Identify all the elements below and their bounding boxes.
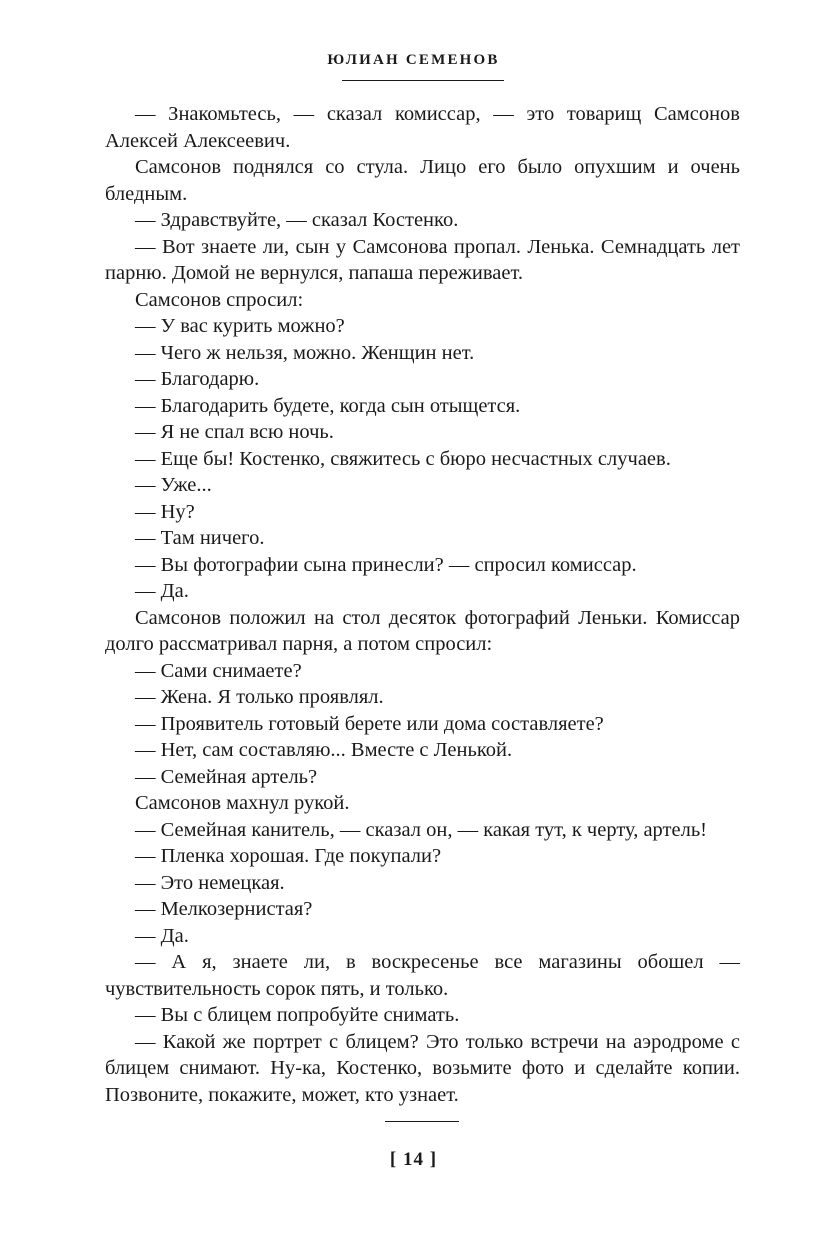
- header-rule: [342, 80, 504, 81]
- running-head-author: ЮЛИАН СЕМЕНОВ: [327, 52, 500, 68]
- paragraph: — Знакомьтесь, — сказал комиссар, — это товарищ Самсонов Алексей Алексеевич.: [105, 103, 740, 152]
- page-number: [ 14 ]: [389, 1149, 438, 1170]
- paragraph: Самсонов положил на стол десяток фотографий Леньки. Комиссар долго рассматривал парня, а потом спросил:: [105, 606, 740, 655]
- paragraph: — Я не спал всю ночь.: [135, 421, 334, 443]
- paragraph: — Там ничего.: [135, 527, 265, 549]
- paragraph: — Да.: [135, 580, 189, 602]
- paragraph: Самсонов махнул рукой.: [135, 792, 350, 814]
- paragraph: — Уже...: [135, 474, 212, 496]
- paragraph: — Семейная канитель, — сказал он, — какая тут, к черту, артель!: [135, 818, 707, 841]
- paragraph: — Еще бы! Костенко, свяжитесь с бюро несчастных случаев.: [135, 447, 671, 470]
- paragraph: — Какой же портрет с блицем? Это только встречи на аэродроме с блицем снимают. Ну-ка, Костенко, возьмите фото и сделайте копии. Позвоните, покажите, может, кто узнает.: [105, 1030, 740, 1106]
- paragraph: — Благодарить будете, когда сын отыщется.: [135, 394, 521, 417]
- paragraph: — Ну?: [135, 500, 195, 523]
- paragraph: — Это немецкая.: [135, 871, 285, 894]
- body-text: [105, 101, 740, 1108]
- paragraph: — Проявитель готовый берете или дома составляете?: [135, 712, 604, 735]
- paragraph: — Чего ж нельзя, можно. Женщин нет.: [135, 341, 475, 364]
- paragraph: — Мелкозернистая?: [135, 898, 313, 920]
- paragraph: — Вот знаете ли, сын у Самсонова пропал. Ленька. Семнадцать лет парню. Домой не вернулся, папаша переживает.: [105, 235, 740, 284]
- footer-rule: [385, 1121, 459, 1122]
- paragraph: — Пленка хорошая. Где покупали?: [135, 845, 442, 867]
- paragraph: — Нет, сам составляю... Вместе с Ленькой.: [135, 739, 513, 761]
- paragraph: — У вас курить можно?: [135, 315, 345, 337]
- paragraph: Самсонов поднялся со стула. Лицо его было опухшим и очень бледным.: [105, 156, 740, 205]
- paragraph: — Семейная артель?: [135, 765, 318, 788]
- paragraph: — Вы фотографии сына принесли? — спросил комиссар.: [135, 553, 637, 576]
- paragraph: Самсонов спросил:: [135, 288, 304, 311]
- paragraph: — А я, знаете ли, в воскресенье все магазины обошел — чувствительность сорок пять, и только.: [105, 951, 740, 1000]
- paragraph: — Благодарю.: [135, 368, 260, 390]
- paragraph: — Вы с блицем попробуйте снимать.: [135, 1004, 460, 1026]
- paragraph: — Сами снимаете?: [135, 659, 302, 682]
- paragraph: — Здравствуйте, — сказал Костенко.: [135, 209, 459, 231]
- paragraph: — Жена. Я только проявлял.: [135, 686, 384, 708]
- paragraph: — Да.: [135, 924, 189, 947]
